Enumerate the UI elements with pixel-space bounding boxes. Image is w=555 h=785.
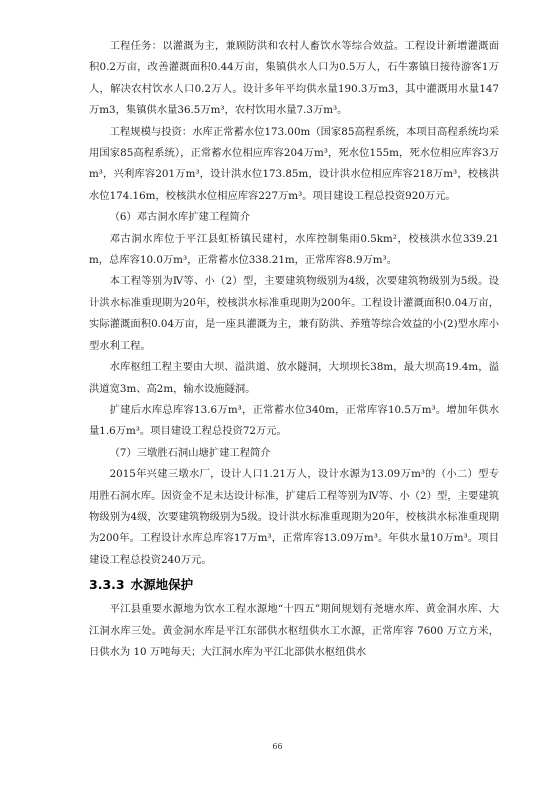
paragraph-engineering-task: 工程任务：以灌溉为主，兼顾防洪和农村人畜饮水等综合效益。工程设计新增灌溉面积0.2万亩，改善灌溉面积0.44万亩，集镇供水人口为0.5万人，石牛寨镇日接待游客1万人，解决农村饮水人口0.2万人。设计多年平均供水量190.3万m3，其中灌溉用水量147万m3，集镇供水量36.5万m³，农村饮用水量7.3万m³。 [89, 40, 499, 117]
paragraph-denggudong-location: 邓古洞水库位于平江县虹桥镇民建村，水库控制集雨0.5km²，校核洪水位339.21m，总库容10.0万m³，正常蓄水位338.21m，正常库容8.9万m³。 [89, 232, 499, 267]
paragraph-denggudong-hub: 水库枢纽工程主要由大坝、溢洪道、放水隧洞，大坝坝长38m，最大坝高19.4m，溢洪道宽3m、高2m，输水设施隧洞。 [89, 361, 499, 395]
section-title: 水源地保护 [130, 577, 194, 593]
subheading-shengshidong: （7）三墩胜石洞山塘扩建工程简介 [109, 446, 271, 459]
page-number: 66 [272, 742, 283, 751]
paragraph-scale-investment: 工程规模与投资：水库正常蓄水位173.00m（国家85高程系统，本项目高程系统均采用国家85高程系统），正常蓄水位相应库容204万m³，死水位155m，死水位相应库容3万m³，兴利库容201万m³，设计洪水位173.85m，设计洪水位相应库容218万m³，校核洪水位174.16m，校核洪水位相应库容227万m³。项目建设工程总投资920万元。 [89, 125, 499, 202]
paragraph-shengshidong: 2015年兴建三墩水厂，设计人口1.21万人，设计水源为13.09万m³的（小二）型专用胜石洞水库。因资金不足未达设计标准，扩建后工程等别为Ⅳ等、小（2）型，主要建筑物级别为4级，次要建筑物级别为5级。设计洪水标准重现期为20年，校核洪水标准重现期为200年。工程设计水库总库容17万m³，正常库容13.09万m³。年供水量10万m³。项目建设工程总投资240万元。 [89, 468, 499, 566]
paragraph-water-source: 平江县重要水源地为饮水工程水源地“十四五”期间规划有尧塘水库、黄金洞水库、大江洞水库三处。黄金洞水库是平江东部供水枢纽供水工水源，正常库容 7600 万立方米，日供水为 10 万吨每天；大江洞水库为平江北部供水枢纽供水 [89, 603, 499, 658]
paragraph-denggudong-expansion: 扩建后水库总库容13.6万m³，正常蓄水位340m，正常库容10.5万m³。增加年供水量1.6万m³。项目建设工程总投资72万元。 [89, 403, 499, 438]
page-content [89, 36, 499, 663]
paragraph-denggudong-grade: 本工程等别为Ⅳ等、小（2）型，主要建筑物级别为4级，次要建筑物级别为5级。设计洪水标准重现期为20年，校核洪水标准重现期为200年。工程设计灌溉面积0.04万亩，实际灌溉面积0.04万亩，是一座具灌溉为主，兼有防洪、养殖等综合效益的小(2)型水库小型水利工程。 [89, 275, 499, 352]
section-number: 3.3.3 [89, 577, 125, 593]
section-heading [89, 573, 499, 597]
subheading-denggudong: （6）邓古洞水库扩建工程简介 [109, 211, 251, 224]
